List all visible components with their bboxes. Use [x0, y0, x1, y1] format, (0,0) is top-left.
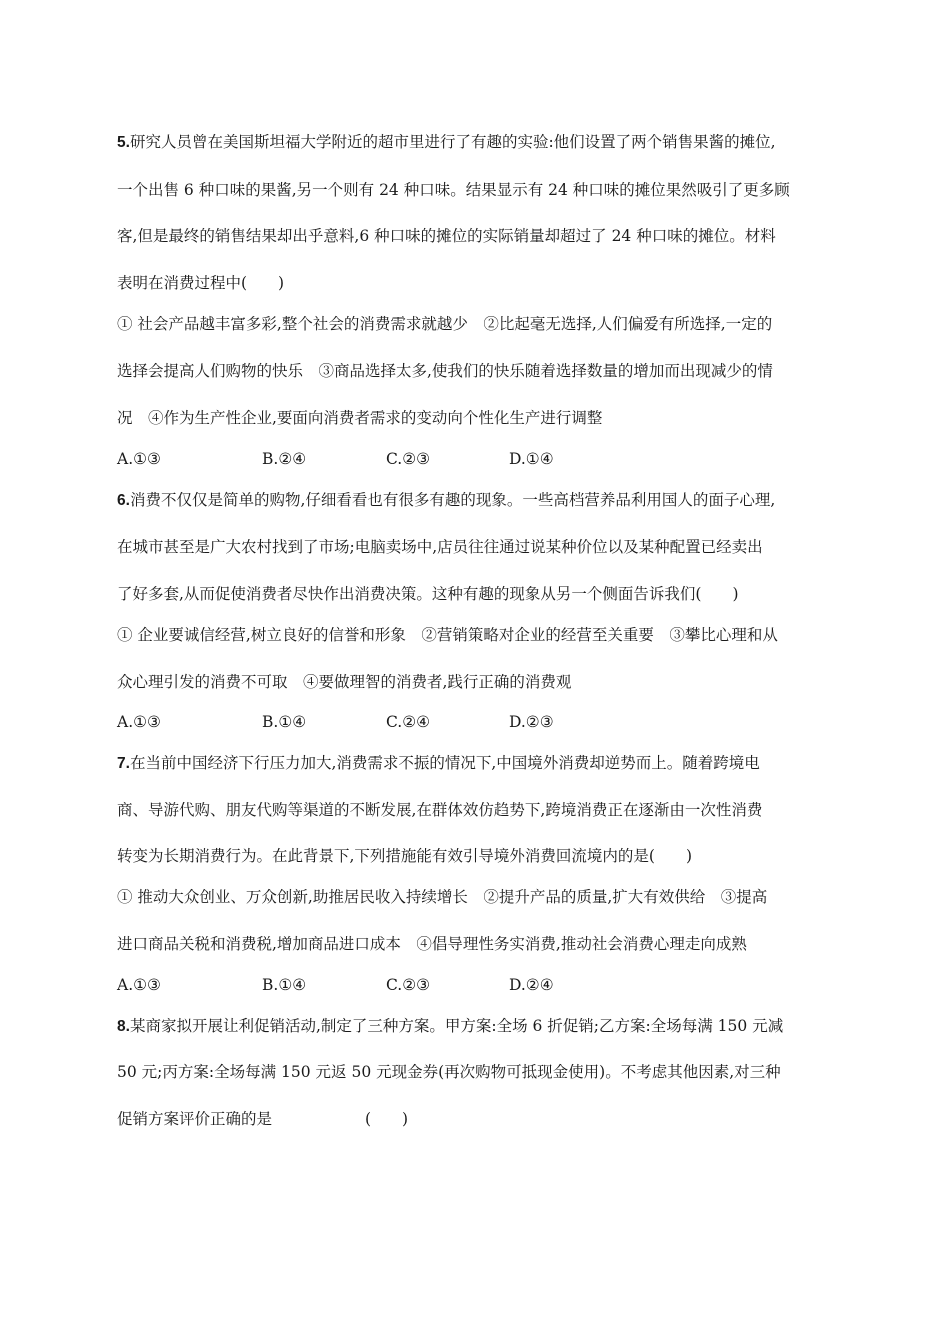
q6-line-3: 了好多套,从而促使消费者尽快作出消费决策。这种有趣的现象从另一个侧面告诉我们( ): [117, 585, 739, 603]
q7-line-1: [117, 753, 760, 774]
q5-line-7: 况 ④作为生产性企业,要面向消费者需求的变动向个性化生产进行调整: [117, 409, 603, 427]
q7-number: 7.: [117, 755, 130, 772]
q5-text-1: 研究人员曾在美国斯坦福大学附近的超市里进行了有趣的实验:他们设置了两个销售果酱的摊位,: [129, 133, 776, 151]
q7-line-3: 转变为长期消费行为。在此背景下,下列措施能有效引导境外消费回流境内的是( ): [117, 847, 693, 865]
q5-number: 5.: [117, 134, 130, 151]
q6-option-b: B.①④: [262, 713, 307, 731]
q7-line-4: ① 推动大众创业、万众创新,助推居民收入持续增长 ②提升产品的质量,扩大有效供给 ③提高: [117, 888, 768, 906]
q8-line-3: 促销方案评价正确的是 ( ): [117, 1110, 409, 1128]
q8-line-2: 50 元;丙方案:全场每满 150 元返 50 元现金券(再次购物可抵现金使用)。不考虑其他因素,对三种: [117, 1063, 781, 1081]
q8-line-1: [117, 1016, 783, 1037]
q6-line-1: [117, 490, 775, 511]
q5-line-4: 表明在消费过程中( ): [117, 274, 285, 292]
q7-line-5: 进口商品关税和消费税,增加商品进口成本 ④倡导理性务实消费,推动社会消费心理走向成熟: [117, 935, 747, 953]
q5-line-6: 选择会提高人们购物的快乐 ③商品选择太多,使我们的快乐随着选择数量的增加而出现减少的情: [117, 362, 773, 380]
q6-line-4: ① 企业要诚信经营,树立良好的信誉和形象 ②营销策略对企业的经营至关重要 ③攀比心理和从: [117, 626, 778, 644]
q5-line-5: ① 社会产品越丰富多彩,整个社会的消费需求就越少 ②比起毫无选择,人们偏爱有所选择,一定的: [117, 315, 773, 333]
q6-number: 6.: [117, 492, 130, 509]
q6-text-1: 消费不仅仅是简单的购物,仔细看看也有很多有趣的现象。一些高档营养品利用国人的面子心理,: [129, 491, 776, 509]
q5-option-a: A.①③: [117, 450, 161, 468]
q7-option-d: D.②④: [509, 976, 554, 994]
q5-option-c: C.②③: [386, 450, 431, 468]
q5-option-b: B.②④: [262, 450, 307, 468]
q8-number: 8.: [117, 1018, 130, 1035]
q6-option-a: A.①③: [117, 713, 161, 731]
q5-line-3: 客,但是最终的销售结果却出乎意料,6 种口味的摊位的实际销量却超过了 24 种口味的摊位。材料: [117, 227, 776, 245]
q8-text-1: 某商家拟开展让利促销活动,制定了三种方案。甲方案:全场 6 折促销;乙方案:全场每满 150 元减: [129, 1017, 784, 1035]
q6-line-2: 在城市甚至是广大农村找到了市场;电脑卖场中,店员往往通过说某种价位以及某种配置已经卖出: [117, 538, 763, 556]
q5-option-d: D.①④: [509, 450, 554, 468]
q7-option-a: A.①③: [117, 976, 161, 994]
q7-option-c: C.②③: [386, 976, 431, 994]
q6-option-c: C.②④: [386, 713, 431, 731]
q5-line-1: [117, 132, 776, 153]
q5-line-2: 一个出售 6 种口味的果酱,另一个则有 24 种口味。结果显示有 24 种口味的摊位果然吸引了更多顾: [117, 181, 790, 199]
q7-option-b: B.①④: [262, 976, 307, 994]
q7-line-2: 商、导游代购、朋友代购等渠道的不断发展,在群体效仿趋势下,跨境消费正在逐渐由一次性消费: [117, 801, 763, 819]
q6-line-5: 众心理引发的消费不可取 ④要做理智的消费者,践行正确的消费观: [117, 673, 572, 691]
q6-option-d: D.②③: [509, 713, 554, 731]
q7-text-1: 在当前中国经济下行压力加大,消费需求不振的情况下,中国境外消费却逆势而上。随着跨境电: [129, 754, 760, 772]
